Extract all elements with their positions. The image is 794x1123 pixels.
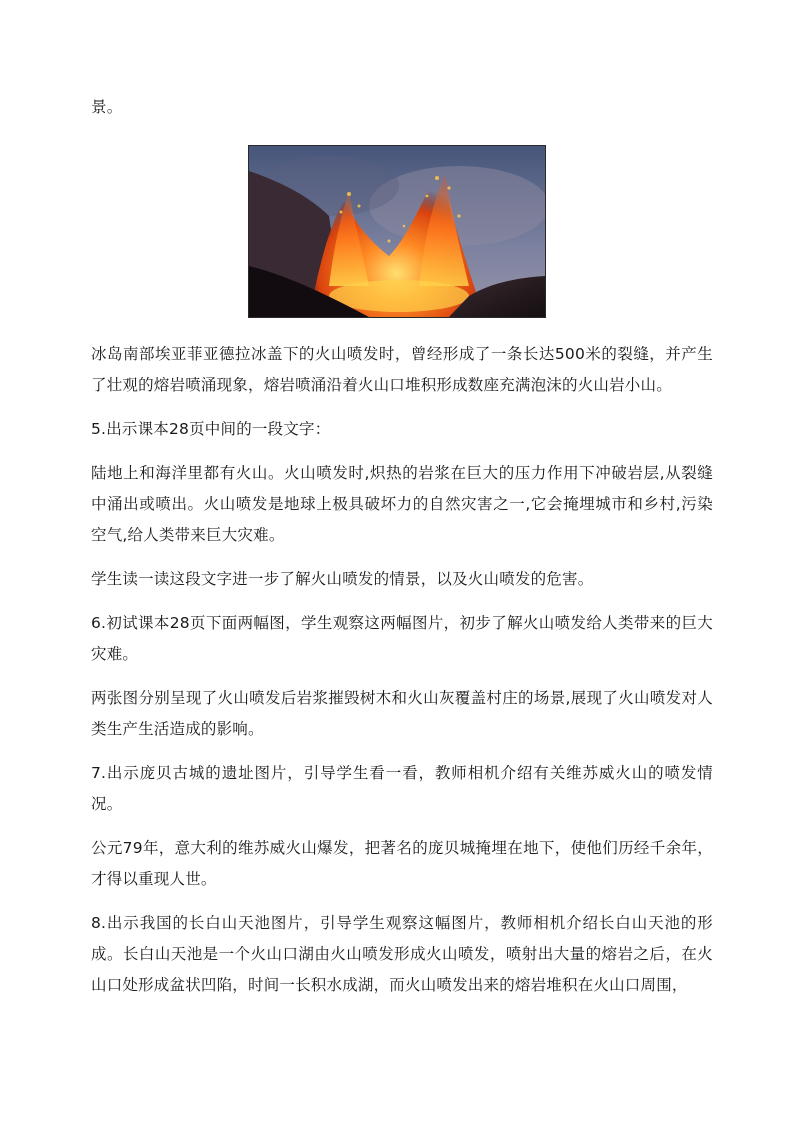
paragraph-continuation: 景。 — [91, 98, 123, 116]
paragraph-step-5: 5.出示课本28页中间的一段文字： — [91, 420, 331, 438]
document-page — [91, 92, 713, 1014]
paragraph-pompeii: 公元79年，意大利的维苏威火山爆发，把著名的庞贝城掩埋在地下，使他们历经千余年，才得以重现人世。 — [91, 839, 713, 888]
paragraph-student-reading: 学生读一读这段文字进一步了解火山喷发的情景，以及火山喷发的危害。 — [91, 570, 594, 588]
paragraph-step-6: 6.初试课本28页下面两幅图，学生观察这两幅图片，初步了解火山喷发给人类带来的巨大灾难。 — [91, 614, 713, 663]
paragraph-step-8: 8.出示我国的长白山天池图片，引导学生观察这幅图片，教师相机介绍长白山天池的形成。长白山天池是一个火山口湖由火山喷发形成火山喷发，喷射出大量的熔岩之后，在火山口处形成盆状凹陷，时间一长积水成湖，而火山喷发出来的熔岩堆积在火山口周围， — [91, 914, 713, 994]
paragraph-step-7: 7.出示庞贝古城的遗址图片，引导学生看一看，教师相机介绍有关维苏威火山的喷发情况。 — [91, 764, 713, 813]
paragraph-two-pictures: 两张图分别呈现了火山喷发后岩浆摧毁树木和火山灰覆盖村庄的场景,展现了火山喷发对人类生产生活造成的影响。 — [91, 689, 713, 738]
volcano-eruption-illustration — [249, 146, 545, 317]
paragraph-iceland: 冰岛南部埃亚菲亚德拉冰盖下的火山喷发时，曾经形成了一条长达500米的裂缝，并产生了壮观的熔岩喷涌现象，熔岩喷涌沿着火山口堆积形成数座充满泡沫的火山岩小山。 — [91, 345, 713, 394]
paragraph-textbook-quote: 陆地上和海洋里都有火山。火山喷发时,炽热的岩浆在巨大的压力作用下冲破岩层,从裂缝中涌出或喷出。火山喷发是地球上极具破坏力的自然灾害之一,它会掩埋城市和乡村,污染空气,给人类带来巨大灾难。 — [91, 464, 713, 544]
volcano-eruption-photo — [248, 145, 546, 318]
